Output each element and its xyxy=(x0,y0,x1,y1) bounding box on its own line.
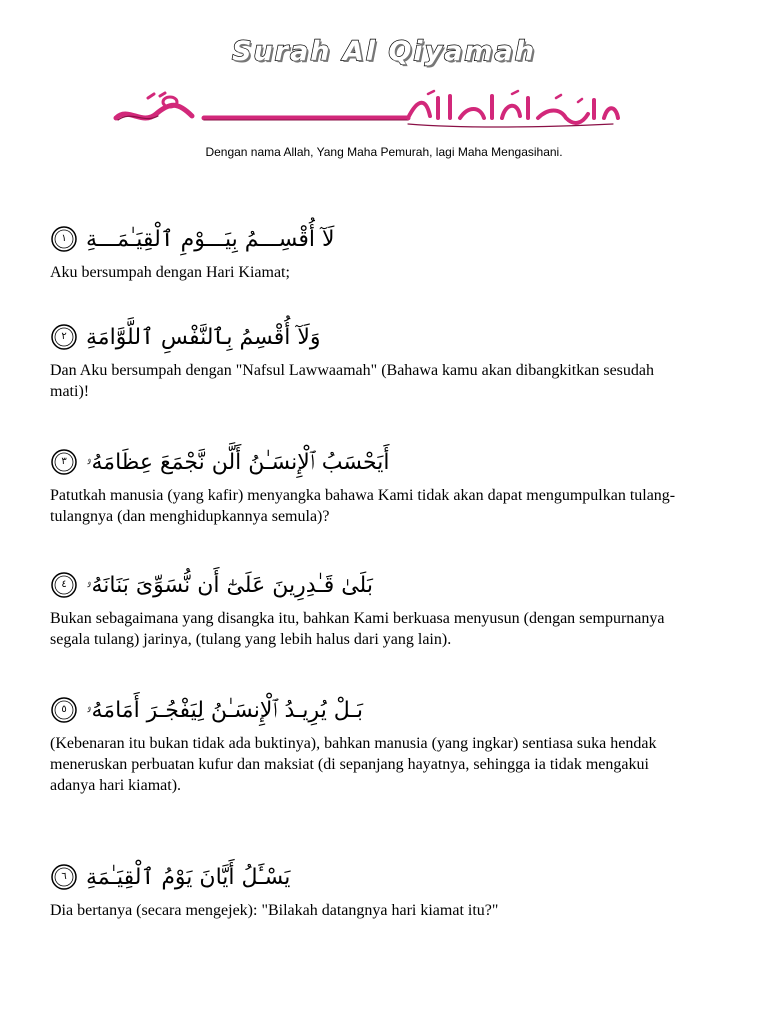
verse-3 xyxy=(50,443,690,527)
verse-translation: Patutkah manusia (yang kafir) menyangka bahawa Kami tidak akan dapat mengumpulkan tulang-tulangnya (dan menghidupkannya semula)? xyxy=(50,487,676,525)
verse-arabic: لَآ أُقْسِـــمُ بِيَـــوْمِ ٱلْقِيَـٰمَـــةِ xyxy=(86,226,335,252)
verse-translation: Aku bersumpah dengan Hari Kiamat; xyxy=(50,264,290,281)
verse-number-badge: ٢ xyxy=(50,323,78,351)
verse-translation: Dia bertanya (secara mengejek): "Bilakah datangnya hari kiamat itu?" xyxy=(50,902,499,919)
bismillah-calligraphy-image xyxy=(108,88,623,130)
verse-arabic: وَلَآ أُقْسِمُ بِٱلنَّفْسِ ٱللَّوَّامَةِ xyxy=(86,324,321,350)
verse-number-badge: ٦ xyxy=(50,863,78,891)
verse-arabic: يَسْـَٔلُ أَيَّانَ يَوْمُ ٱلْقِيَـٰمَةِ xyxy=(86,864,291,890)
verse-arabic: بَـلْ يُرِيـدُ ٱلْإِنسَـٰنُ لِيَفْجُـرَ أَمَامَهُۥ xyxy=(86,697,364,723)
verse-5 xyxy=(50,691,690,796)
bismillah-translation: Dengan nama Allah, Yang Maha Pemurah, lagi Maha Mengasihani. xyxy=(205,145,563,159)
verse-number-badge: ١ xyxy=(50,225,78,253)
verse-1 xyxy=(50,220,690,283)
verse-translation: Bukan sebagaimana yang disangka itu, bahkan Kami berkuasa menyusun (dengan sempurnanya segala tulang) jarinya, (tulang yang lebih halus dari yang lain). xyxy=(50,610,665,648)
verse-6 xyxy=(50,858,690,921)
verse-arabic: بَلَىٰ قَـٰدِرِينَ عَلَىٰٓ أَن نُّسَوِّىَ بَنَانَهُۥ xyxy=(86,572,373,598)
verse-translation: (Kebenaran itu bukan tidak ada buktinya), bahkan manusia (yang ingkar) sentiasa suka hendak meneruskan perbuatan kufur dan maksiat (di sepanjang hayatnya, sehingga ia tidak mengakui adanya hari kiamat). xyxy=(50,735,657,794)
verse-4 xyxy=(50,566,690,650)
verse-2 xyxy=(50,318,690,402)
verse-number-badge: ٣ xyxy=(50,448,78,476)
verse-translation: Dan Aku bersumpah dengan "Nafsul Lawwaamah" (Bahawa kamu akan dibangkitkan sesudah mati)! xyxy=(50,362,654,400)
verse-number-badge: ٥ xyxy=(50,696,78,724)
verse-number-badge: ٤ xyxy=(50,571,78,599)
page-title: Surah Al Qiyamah xyxy=(232,36,536,67)
verse-arabic: أَيَحْسَبُ ٱلْإِنسَـٰنُ أَلَّن نَّجْمَعَ عِظَامَهُۥ xyxy=(86,449,390,475)
